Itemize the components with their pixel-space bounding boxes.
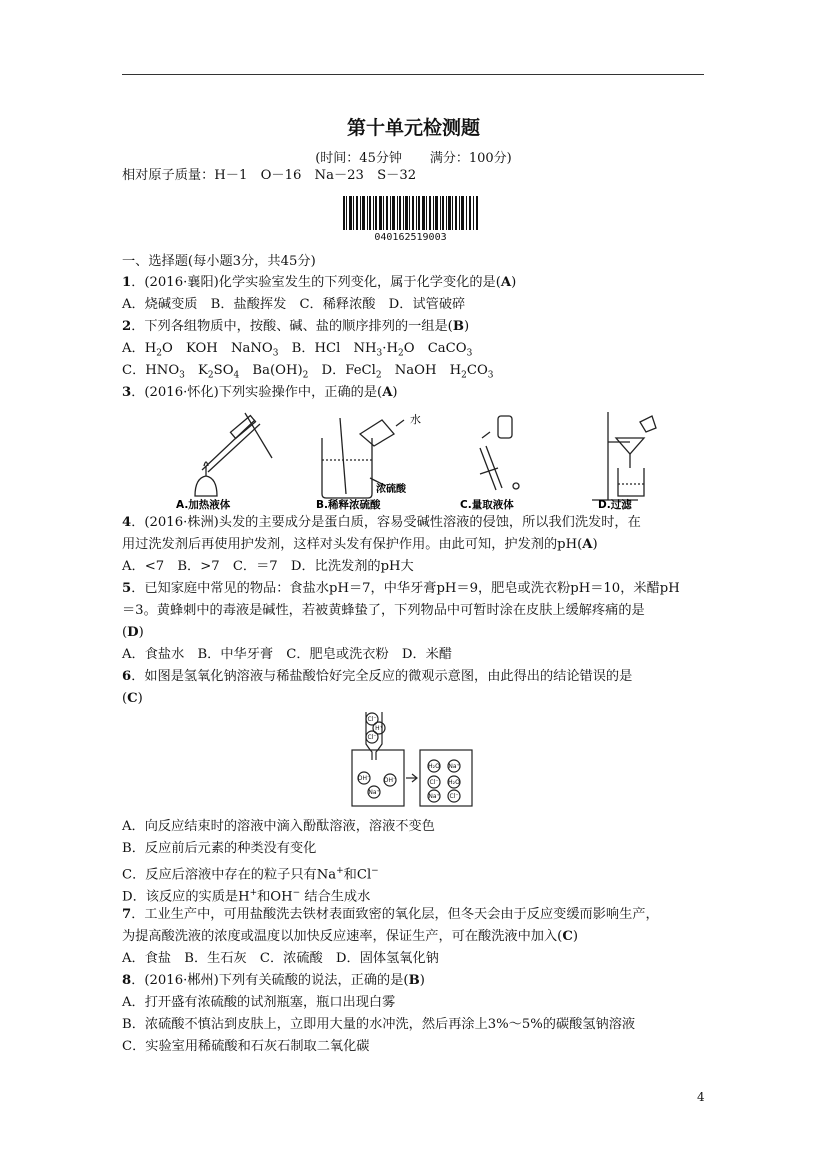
question-number: 2 (122, 319, 132, 334)
question-4-line2: 用过洗发剂后再使用护发剂，这样对头发有保护作用。由此可知，护发剂的pH(A) (122, 537, 598, 552)
svg-text:Cl⁻: Cl⁻ (367, 734, 377, 741)
answer: C (562, 929, 573, 944)
reaction-diagram (348, 710, 476, 810)
question-6-option-d: D．该反应的实质是H+和OH− 结合生成水 (122, 888, 371, 905)
question-number: 7 (122, 907, 132, 922)
question-6-answer: (C) (122, 691, 143, 706)
caption-d: D.过滤 (598, 499, 632, 510)
question-5-answer: (D) (122, 625, 144, 640)
answer: A (382, 385, 393, 400)
heating-liquid-icon (195, 413, 272, 496)
header-rule (122, 74, 704, 75)
question-2-options-ab: A．$H_2O$ KOH NaNO$_3$ B．HCl $NH_3\cdot H_2O$ CaCO$_3$ (122, 341, 473, 359)
question-number: 1 (122, 275, 132, 290)
question-5-line2: ＝3。黄蜂刺中的毒液是碱性，若被黄蜂蛰了，下列物品中可暂时涂在皮肤上缓解疼痛的是 (122, 603, 645, 618)
water-label: 水 (410, 413, 421, 426)
svg-text:OH⁻: OH⁻ (383, 777, 397, 784)
svg-text:H₂O: H₂O (448, 779, 460, 786)
exam-time: (时间：45分钟 (315, 151, 402, 166)
question-8-stem: 8．(2016·郴州)下列有关硫酸的说法，正确的是(B) (122, 973, 425, 988)
svg-text:Cl⁻: Cl⁻ (449, 793, 459, 800)
page-number: 4 (697, 1090, 705, 1104)
answer: B (408, 973, 420, 988)
answer: A (500, 275, 512, 290)
page-title: 第十单元检测题 (346, 117, 480, 139)
question-4-line1: 4．(2016·株洲)头发的主要成分是蛋白质，容易受碱性溶液的侵蚀，所以我们洗发时，在 (122, 515, 641, 530)
svg-text:Na⁺: Na⁺ (428, 793, 440, 800)
exam-meta (0, 147, 827, 166)
question-1-options: A．烧碱变质 B．盐酸挥发 C．稀释浓酸 D．试管破碎 (122, 297, 466, 312)
question-number: 3 (122, 385, 132, 400)
question-2-options-cd: C．$HNO_3$ $K_2SO_4$ $Ba(OH)_2$ D．FeCl$_2$ NaOH $H_2CO_3$ (122, 363, 494, 381)
question-8-option-b: B．浓硫酸不慎沾到皮肤上，立即用大量的水冲洗，然后再涂上3%～5%的碳酸氢钠溶液 (122, 1017, 636, 1032)
question-8-option-a: A．打开盛有浓硫酸的试剂瓶塞，瓶口出现白雾 (122, 995, 396, 1010)
svg-text:Na⁺: Na⁺ (448, 763, 460, 770)
caption-b: B.稀释浓硫酸 (316, 499, 381, 510)
section-heading: 一、选择题(每小题3分，共45分) (122, 254, 316, 269)
measuring-liquid-icon (480, 416, 519, 490)
barcode-icon (343, 196, 478, 236)
barcode-number: 040162519003 (374, 232, 447, 243)
question-1-stem: 1．(2016·襄阳)化学实验室发生的下列变化，属于化学变化的是(A) (122, 275, 517, 290)
answer: A (582, 537, 593, 552)
question-2-stem: 2．下列各组物质中，按酸、碱、盐的顺序排列的一组是(B) (122, 319, 470, 334)
question-6-option-a: A．向反应结束时的溶液中滴入酚酞溶液，溶液不变色 (122, 819, 435, 834)
question-4-options: A．<7 B．>7 C．＝7 D．比洗发剂的pH大 (122, 559, 414, 574)
question-number: 5 (122, 581, 132, 596)
exam-score: 满分：100分) (429, 151, 512, 166)
question-number: 8 (122, 973, 132, 988)
question-5-line1: 5．已知家庭中常见的物品：食盐水pH＝7，中华牙膏pH＝9，肥皂或洗衣粉pH＝10，米醋pH (122, 581, 680, 596)
question-number: 6 (122, 669, 132, 684)
svg-text:Na⁺: Na⁺ (368, 789, 380, 796)
question-6-option-c: C．反应后溶液中存在的粒子只有Na+和Cl− (122, 866, 379, 883)
answer: D (127, 625, 139, 640)
question-7-options: A．食盐 B．生石灰 C．浓硫酸 D．固体氢氧化钠 (122, 951, 439, 966)
filtration-icon (592, 412, 656, 500)
svg-text:OH⁻: OH⁻ (357, 775, 371, 782)
svg-text:Cl⁻: Cl⁻ (429, 779, 439, 786)
question-6-line1: 6．如图是氢氧化钠溶液与稀盐酸恰好完全反应的微观示意图，由此得出的结论错误的是 (122, 669, 633, 684)
question-6-option-b: B．反应前后元素的种类没有变化 (122, 841, 317, 856)
question-8-option-c: C．实验室用稀硫酸和石灰石制取二氧化碳 (122, 1039, 370, 1054)
atomic-mass: 相对原子质量：H－1 O－16 Na－23 S－32 (122, 168, 417, 183)
question-7-line1: 7．工业生产中，可用盐酸洗去铁材表面致密的氧化层，但冬天会由于反应变缓而影响生产， (122, 907, 659, 922)
caption-c: C.量取液体 (460, 499, 514, 510)
answer: C (127, 691, 138, 706)
question-5-options: A．食盐水 B．中华牙膏 C．肥皂或洗衣粉 D．米醋 (122, 647, 453, 662)
question-3-stem: 3．(2016·怀化)下列实验操作中，正确的是(A) (122, 385, 398, 400)
svg-text:H₂O: H₂O (428, 763, 440, 770)
experiment-figure (160, 408, 660, 510)
svg-text:Cl⁻: Cl⁻ (367, 716, 377, 723)
acid-label: 浓硫酸 (376, 484, 406, 495)
question-7-line2: 为提高酸洗液的浓度或温度以加快反应速率，保证生产，可在酸洗液中加入(C) (122, 929, 578, 944)
caption-a: A.加热液体 (176, 499, 231, 510)
question-number: 4 (122, 515, 132, 530)
answer: B (452, 319, 464, 334)
svg-text:H⁺: H⁺ (375, 725, 383, 732)
